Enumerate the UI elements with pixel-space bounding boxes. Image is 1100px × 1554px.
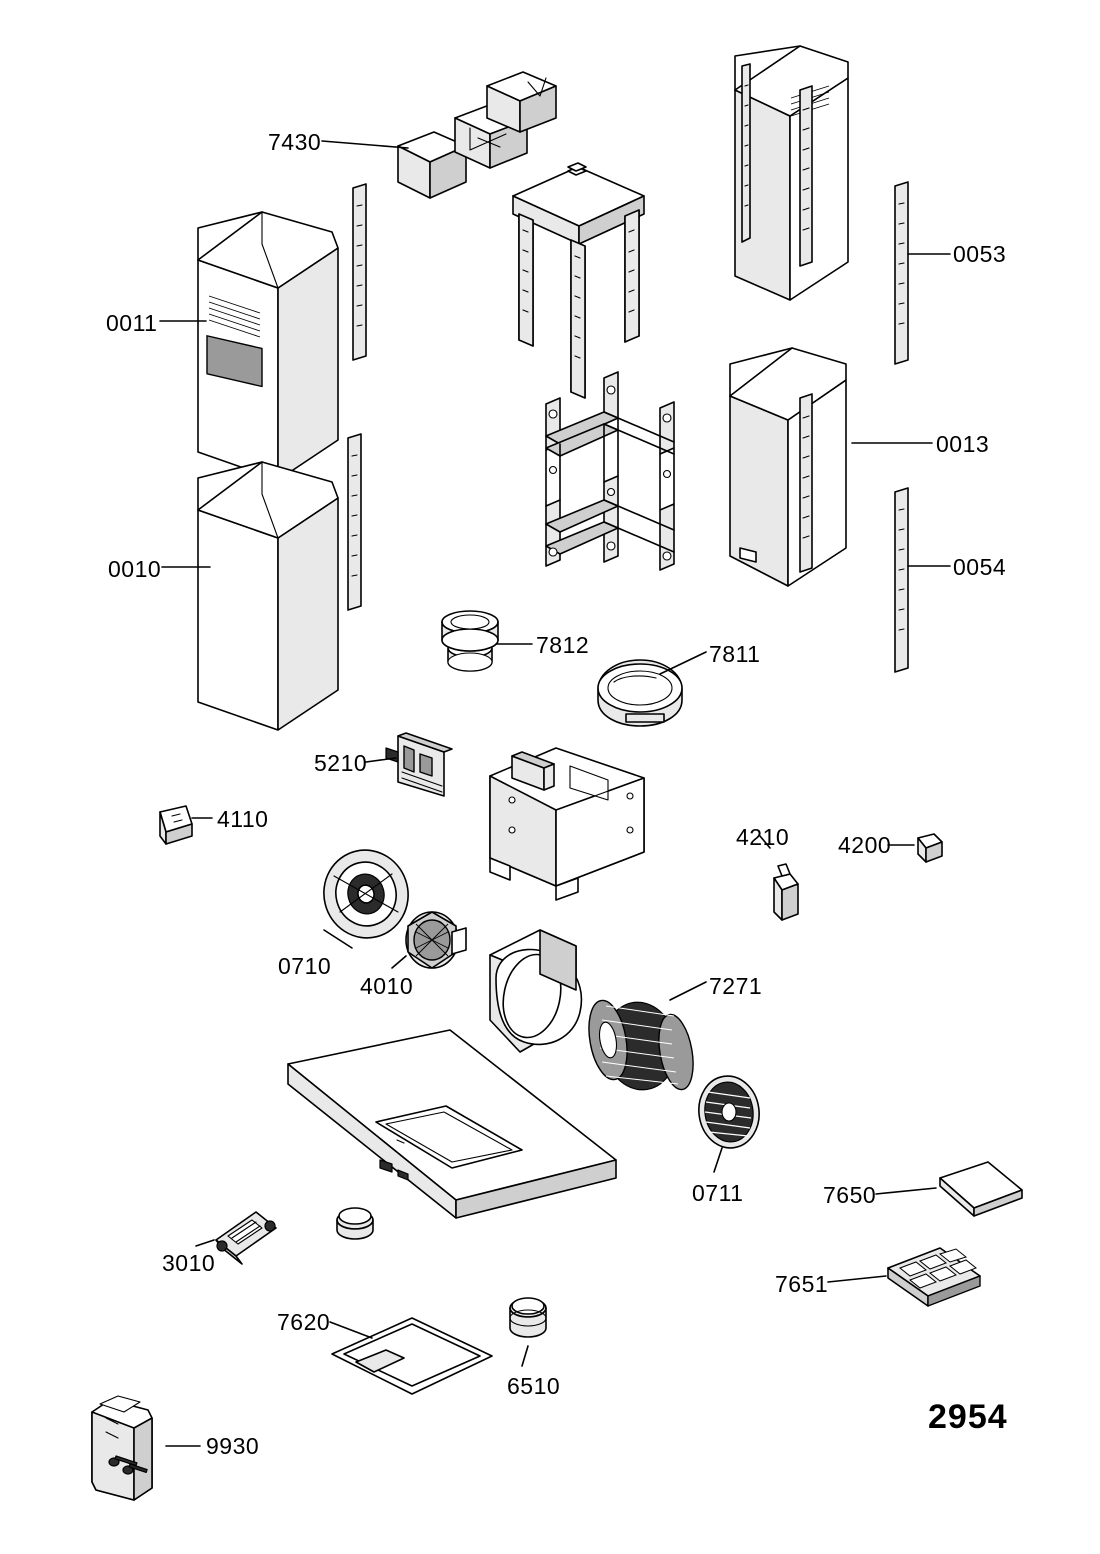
part-7651-art [888,1248,980,1306]
cap-on-canopy-art [337,1208,373,1239]
part-6510-art [510,1298,546,1337]
part-4210-art [774,864,798,920]
part-3010-art [216,1212,276,1264]
upper-support-frame-art [513,163,644,398]
part-4200-art [918,834,942,862]
strip-0053-art [895,182,908,364]
part-0711-art [694,1072,763,1152]
part-label-0053[interactable]: 0053 [953,241,1007,267]
part-label-4010[interactable]: 4010 [360,973,414,999]
strip-lower-left-art [348,434,361,610]
part-7812-art [442,611,498,671]
part-label-3010[interactable]: 3010 [162,1250,216,1276]
part-0053-art [735,0,848,300]
part-0013-art [730,348,846,586]
part-label-4110[interactable]: 4110 [217,806,269,832]
part-label-0011[interactable]: 0011 [106,310,158,336]
part-label-7651[interactable]: 7651 [775,1271,829,1297]
part-label-0711[interactable]: 0711 [692,1180,744,1206]
part-label-4210[interactable]: 4210 [736,824,790,850]
part-0010-art [198,462,338,730]
part-label-7430[interactable]: 7430 [268,129,322,155]
part-label-7811[interactable]: 7811 [709,641,761,667]
part-7271-art [583,996,698,1095]
hood-canopy-art [288,1030,616,1218]
strip-upper-left-art [353,184,366,360]
part-4010-art [406,912,466,968]
part-9930-art [92,1396,152,1500]
part-label-6510[interactable]: 6510 [507,1373,561,1399]
part-label-0710[interactable]: 0710 [278,953,332,979]
strip-0054-art [895,488,908,672]
blower-housing-art [490,930,581,1052]
part-4110-art [160,806,192,844]
part-5210-art [386,733,452,796]
part-label-4200[interactable]: 4200 [838,832,892,858]
part-label-7650[interactable]: 7650 [823,1182,877,1208]
part-0011-art [198,212,338,480]
part-0710-art [315,841,418,947]
part-7430-art [398,72,556,198]
lower-support-cage-art [546,372,674,570]
part-label-5210[interactable]: 5210 [314,750,368,776]
diagram-number: 2954 [928,1398,1008,1436]
part-7620-art [332,1318,492,1394]
part-label-7812[interactable]: 7812 [536,632,590,658]
part-label-7620[interactable]: 7620 [277,1309,331,1335]
part-label-0054[interactable]: 0054 [953,554,1007,580]
part-label-9930[interactable]: 9930 [206,1433,260,1459]
motor-box-art [490,748,644,900]
part-label-0013[interactable]: 0013 [936,431,990,457]
part-label-7271[interactable]: 7271 [709,973,763,999]
part-7650-art [940,1162,1022,1216]
part-label-0010[interactable]: 0010 [108,556,162,582]
